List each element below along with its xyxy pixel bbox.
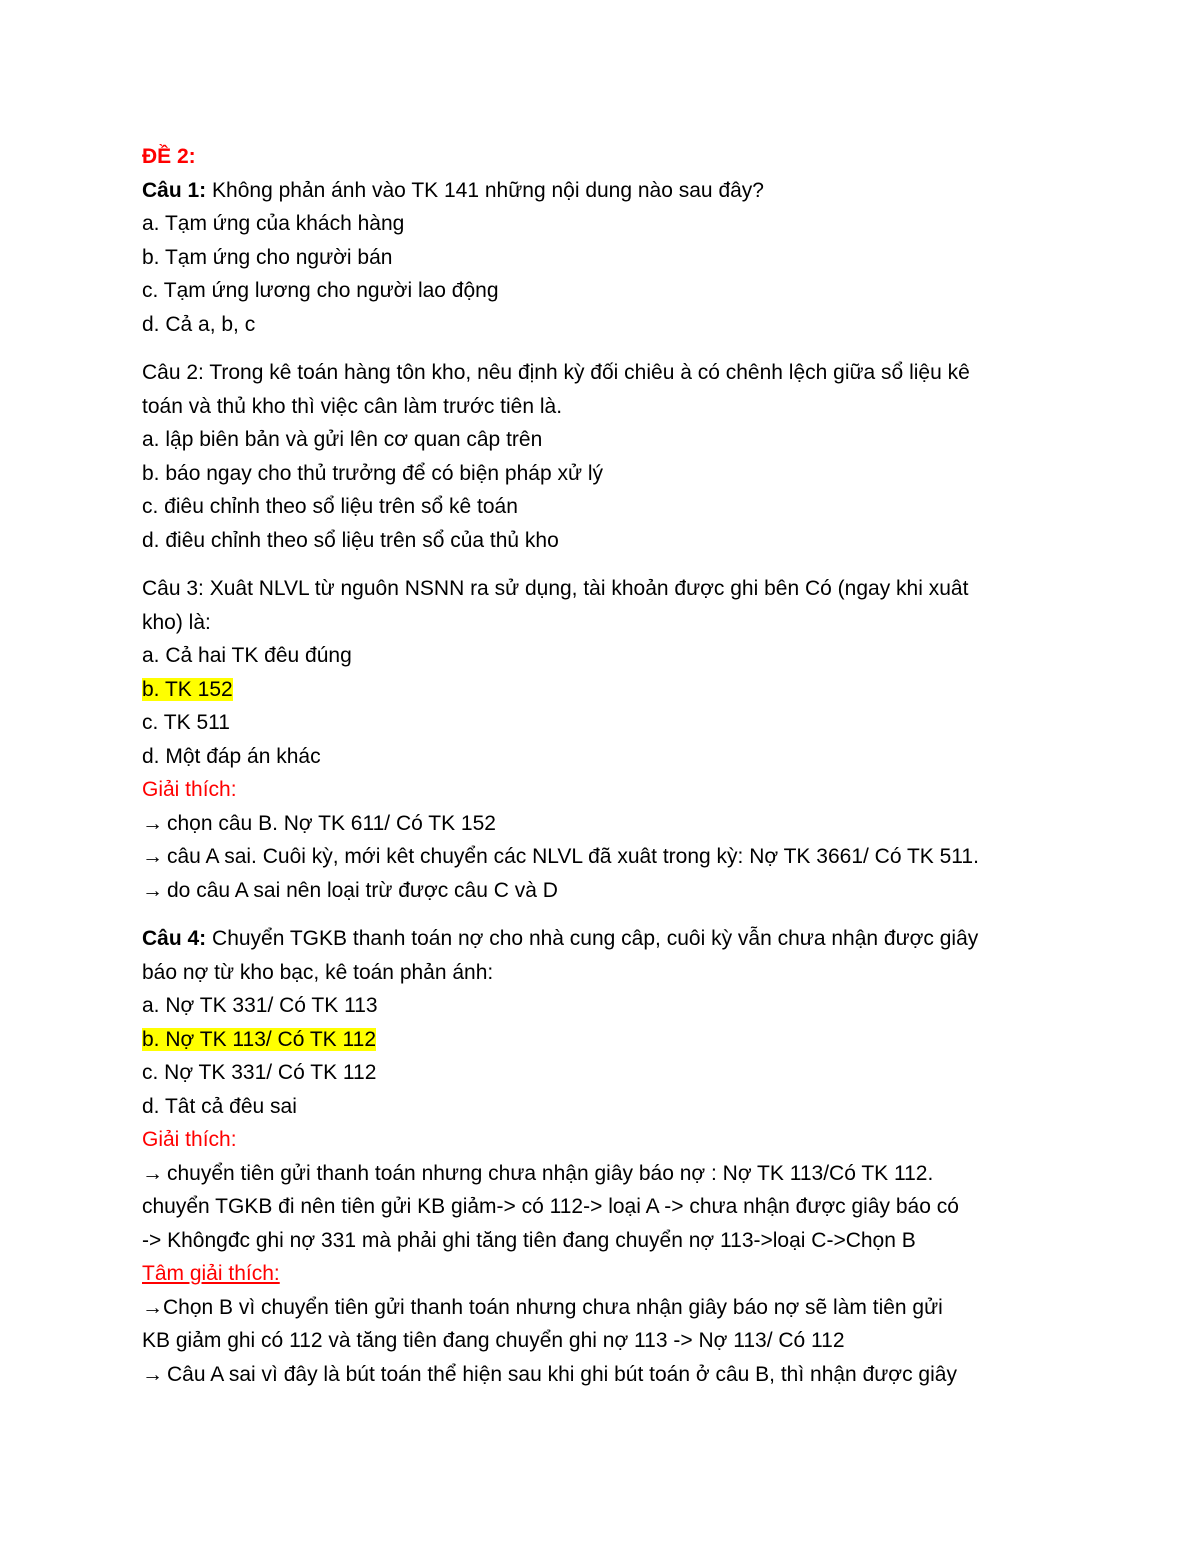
arrow-icon: → <box>142 1362 163 1386</box>
q3-option-a: a. Cả hai TK đêu đúng <box>142 644 352 667</box>
q3-explain-3: → do câu A sai nên loại trừ được câu C và D <box>142 878 558 902</box>
q4-explain2-label: Tâm giải thích: <box>142 1262 280 1285</box>
arrow-icon: → <box>142 845 163 868</box>
q4-option-a: a. Nợ TK 331/ Có TK 113 <box>142 994 378 1017</box>
q2-option-a: a. lập biên bản và gửi lên cơ quan câp trên <box>142 428 543 451</box>
arrow-icon: → <box>142 1161 163 1185</box>
question-3-line-1: Câu 3: Xuât NLVL từ nguôn NSNN ra sử dụng, tài khoản được ghi bên Có (ngay khi xuât <box>142 577 969 600</box>
q1-option-a: a. Tạm ứng của khách hàng <box>142 212 405 235</box>
q4-option-c: c. Nợ TK 331/ Có TK 112 <box>142 1061 377 1084</box>
q4-option-d: d. Tât cả đêu sai <box>142 1094 297 1118</box>
q3-option-d: d. Một đáp án khác <box>142 744 321 768</box>
q1-option-d: d. Cả a, b, c <box>142 312 256 336</box>
question-1 <box>142 174 1062 208</box>
q3-option-c: c. TK 511 <box>142 711 230 734</box>
q4-explain2-3: → Câu A sai vì đây là bút toán thể hiện sau khi ghi bút toán ở câu B, thì nhận được giây <box>142 1362 957 1386</box>
question-2-line-1: Câu 2: Trong kê toán hàng tôn kho, nêu định kỳ đối chiêu à có chênh lệch giữa sổ liệu kê <box>142 361 970 384</box>
arrow-icon: → <box>142 1295 163 1319</box>
document-page <box>142 140 1062 1391</box>
q2-option-c: c. điêu chỉnh theo sổ liệu trên sổ kê toán <box>142 495 518 518</box>
q4-explain2-1: →Chọn B vì chuyển tiên gửi thanh toán nhưng chưa nhận giây báo nợ sẽ làm tiên gửi <box>142 1295 943 1319</box>
q3-explain-2: → câu A sai. Cuôi kỳ, mới kêt chuyển các NLVL đã xuât trong kỳ: Nợ TK 3661/ Có TK 511. <box>142 845 979 868</box>
question-4-line-2: báo nợ từ kho bạc, kê toán phản ánh: <box>142 960 494 984</box>
q3-explain-label: Giải thích: <box>142 778 237 801</box>
q4-explain-label: Giải thích: <box>142 1128 237 1151</box>
arrow-icon: → <box>142 878 163 902</box>
q4-option-b-highlighted: b. Nợ TK 113/ Có TK 112 <box>142 1027 377 1051</box>
q4-explain-2: chuyển TGKB đi nên tiên gửi KB giảm-> có 112-> loại A -> chưa nhận được giây báo có <box>142 1195 959 1218</box>
exam-title: ĐỀ 2: <box>142 145 196 168</box>
question-3-line-2: kho) là: <box>142 610 211 634</box>
question-1-text: Không phản ánh vào TK 141 những nội dung nào sau đây? <box>206 178 764 202</box>
q4-explain-3: -> Khôngđc ghi nợ 331 mà phải ghi tăng tiên đang chuyển nợ 113->loại C->Chọn B <box>142 1228 916 1252</box>
q3-explain-1: → chọn câu B. Nợ TK 611/ Có TK 152 <box>142 811 496 835</box>
q2-option-b: b. báo ngay cho thủ trưởng để có biện pháp xử lý <box>142 461 604 485</box>
question-2-line-2: toán và thủ kho thì việc cân làm trước tiên là. <box>142 394 563 418</box>
q1-option-c: c. Tạm ứng lương cho người lao động <box>142 279 499 302</box>
q4-explain-1: → chuyển tiên gửi thanh toán nhưng chưa nhận giây báo nợ : Nợ TK 113/Có TK 112. <box>142 1161 934 1185</box>
q1-option-b: b. Tạm ứng cho người bán <box>142 245 393 269</box>
q4-explain2-2: KB giảm ghi có 112 và tăng tiên đang chuyển ghi nợ 113 -> Nợ 113/ Có 112 <box>142 1329 845 1352</box>
question-1-label: Câu 1: <box>142 178 207 202</box>
q3-option-b-highlighted: b. TK 152 <box>142 677 233 701</box>
q2-option-d: d. điêu chỉnh theo sổ liệu trên sổ của thủ kho <box>142 528 559 552</box>
arrow-icon: → <box>142 811 163 835</box>
question-4-label: Câu 4: <box>142 927 207 950</box>
question-4-line-1: Câu 4: Chuyển TGKB thanh toán nợ cho nhà cung câp, cuôi kỳ vẫn chưa nhận được giây <box>142 927 979 950</box>
